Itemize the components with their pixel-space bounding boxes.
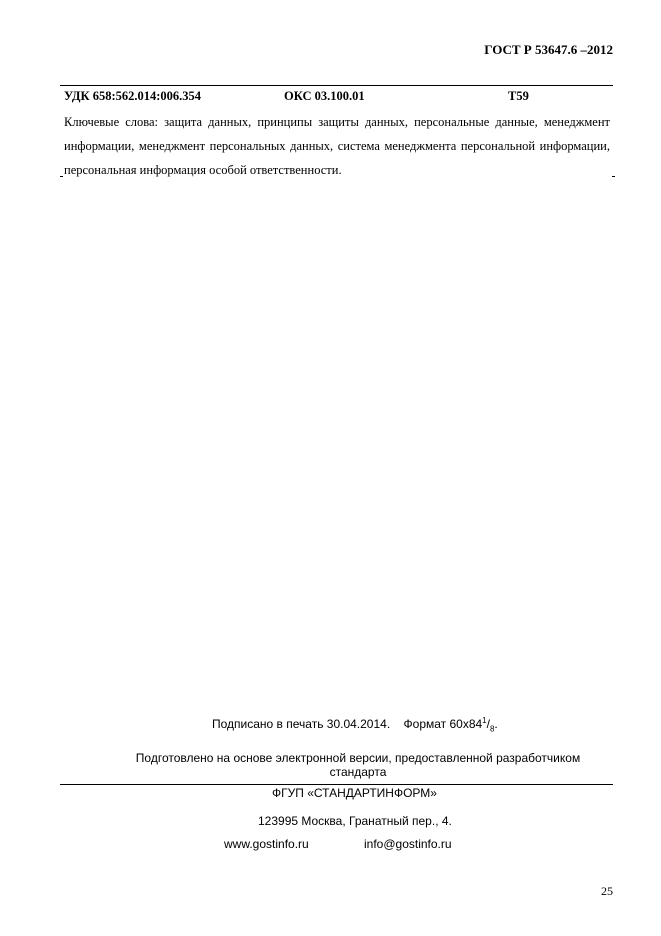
format-end: .: [494, 717, 498, 731]
keywords-paragraph: [64, 110, 610, 182]
top-divider: [60, 85, 613, 86]
left-margin-tick: [60, 176, 63, 177]
oks-code: ОКС 03.100.01: [284, 89, 365, 103]
udk-code: УДК 658:562.014:006.354: [64, 89, 202, 103]
website-link[interactable]: www.gostinfo.ru: [224, 837, 309, 851]
t-code: Т59: [508, 89, 529, 103]
prepared-note: Подготовлено на основе электронной версии, предоставленной разработчиком стандарта: [135, 751, 581, 779]
signed-line: Подписано в печать 30.04.2014. Формат $60х84^1/_8$.: [212, 716, 498, 734]
format-label: Формат 60х84: [403, 717, 483, 731]
publisher-name: ФГУП «СТАНДАРТИНФОРМ»: [272, 786, 437, 800]
format-numerator: 1: [482, 716, 487, 725]
imprint-divider: [60, 784, 613, 785]
email-link[interactable]: info@gostinfo.ru: [364, 837, 452, 851]
keywords-label: Ключевые слова:: [64, 115, 159, 129]
signed-date: Подписано в печать 30.04.2014.: [212, 717, 391, 731]
document-code: ГОСТ Р 53647.6 –2012: [484, 42, 613, 57]
right-margin-tick: [612, 176, 615, 177]
format-denominator: 8: [489, 724, 495, 734]
page-number: 25: [601, 884, 613, 898]
keywords-text: защита данных, принципы защиты данных, персональные данные, менеджмент информации, менеджмент персональных данных, система менеджмента персональной информации, персональная информация особой ответственности.: [64, 115, 610, 177]
publisher-address: 123995 Москва, Гранатный пер., 4.: [258, 814, 452, 828]
